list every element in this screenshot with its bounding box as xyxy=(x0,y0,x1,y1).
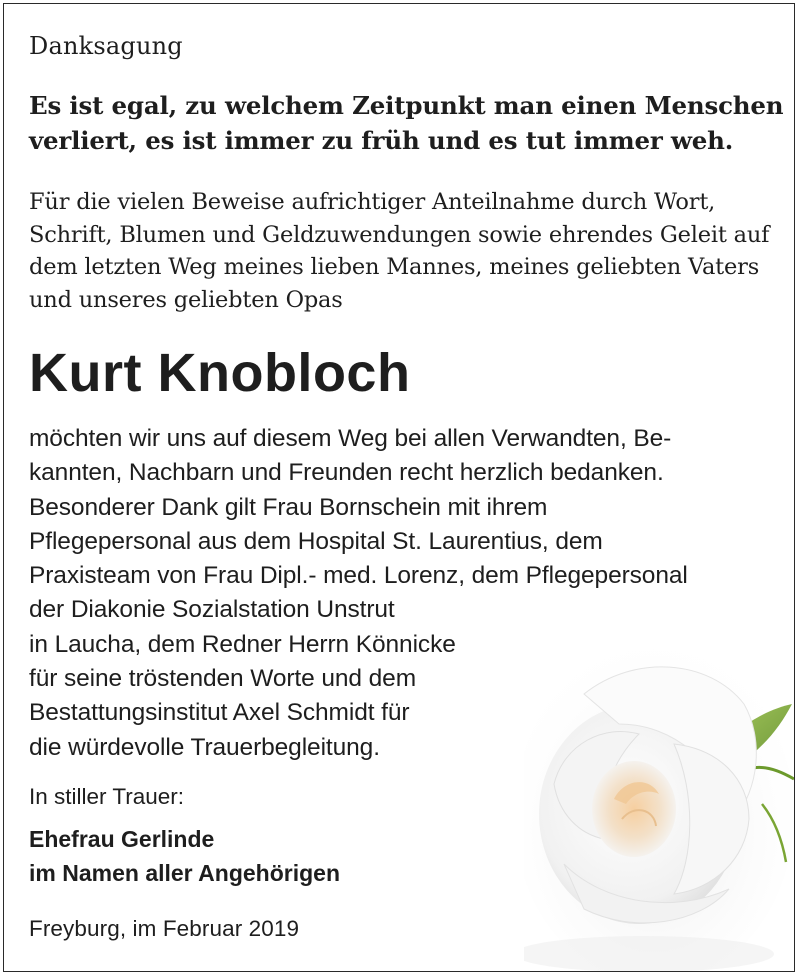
body-line: Praxisteam von Frau Dipl.- med. Lorenz, dem Pflegepersonal xyxy=(29,562,688,590)
body-line: die würdevolle Trauerbegleitung. xyxy=(29,733,380,761)
intro-line: Schrift, Blumen und Geldzuwendungen sowie ehrendes Geleit auf xyxy=(29,221,770,248)
quote xyxy=(29,88,783,158)
intro-line: dem letzten Weg meines lieben Mannes, meines geliebten Vaters xyxy=(29,254,760,280)
intro-text xyxy=(29,186,769,316)
body-line: Pflegepersonal aus dem Hospital St. Laurentius, dem xyxy=(29,527,603,555)
quote-line: verliert, es ist immer zu früh und es tut immer weh. xyxy=(29,126,734,155)
body-line: Besonderer Dank gilt Frau Bornschein mit ihrem xyxy=(29,493,548,521)
quote-line: Es ist egal, zu welchem Zeitpunkt man einen Menschen xyxy=(29,91,784,120)
intro-line: und unseres geliebten Opas xyxy=(29,286,343,313)
body-line: kannten, Nachbarn und Freunden recht herzlich bedanken. xyxy=(29,459,664,487)
intro-line: Für die vielen Beweise aufrichtiger Anteilnahme durch Wort, xyxy=(29,189,716,215)
body-line: der Diakonie Sozialstation Unstrut xyxy=(29,596,395,624)
sign-intro: In stiller Trauer: xyxy=(29,784,185,809)
body-line: in Laucha, dem Redner Herrn Könnicke xyxy=(29,630,456,658)
deceased-name: Kurt Knobloch xyxy=(29,343,411,403)
obituary-notice xyxy=(3,3,795,972)
signatories xyxy=(29,822,340,890)
place-date: Freyburg, im Februar 2019 xyxy=(29,916,300,941)
signatory-line: Ehefrau Gerlinde xyxy=(29,826,215,852)
notice-heading: Danksagung xyxy=(29,32,183,60)
body-line: Bestattungsinstitut Axel Schmidt für xyxy=(29,699,410,727)
body-line: für seine tröstenden Worte und dem xyxy=(29,665,417,693)
body-line: möchten wir uns auf diesem Weg bei allen Verwandten, Be- xyxy=(29,425,672,452)
signatory-line: im Namen aller Angehörigen xyxy=(29,860,340,886)
white-rose-image xyxy=(524,604,795,972)
